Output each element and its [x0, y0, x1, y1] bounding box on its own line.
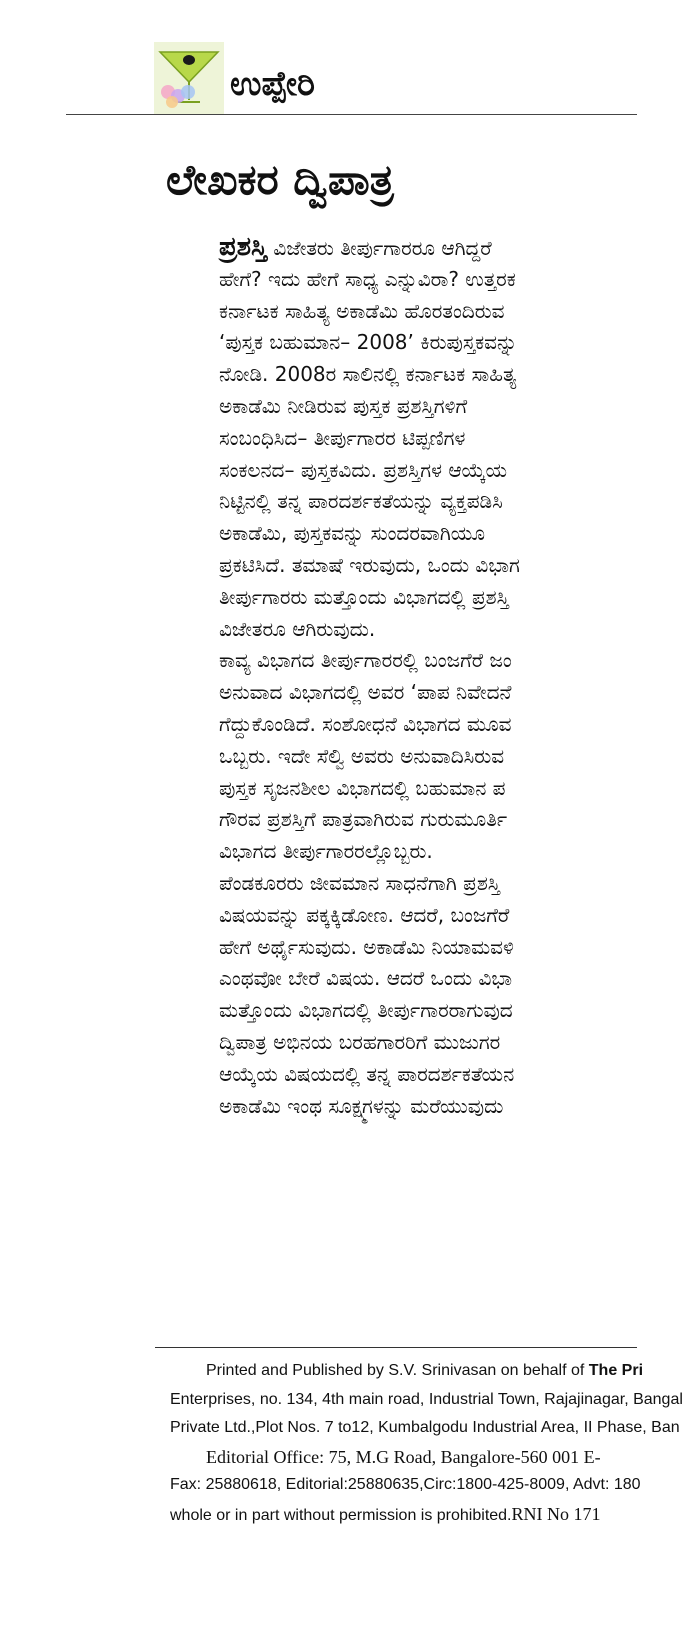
cocktail-glass-icon — [154, 42, 224, 114]
article-line: ಮತ್ತೊಂದು ವಿಭಾಗದಲ್ಲಿ ತೀರ್ಪುಗಾರರಾಗುವುದ — [219, 998, 513, 1023]
article-line: ಹೇಗೆ ಅರ್ಥೈಸುವುದು. ಅಕಾಡೆಮಿ ನಿಯಾಮವಳಿ — [219, 934, 514, 959]
header-divider — [66, 114, 637, 115]
imprint-line: Fax: 25880618, Editorial:25880635,Circ:1800-425-8009, Advt: 180 — [170, 1476, 641, 1493]
article-title: ಲೇಖಕರ ದ್ವಿಪಾತ್ರ — [166, 155, 394, 204]
article-line: ದ್ವಿಪಾತ್ರ ಅಭಿನಯ ಬರಹಗಾರರಿಗೆ ಮುಜುಗರ — [219, 1029, 501, 1054]
article-line: ಅಕಾಡೆಮಿ ಇಂಥ ಸೂಕ್ಷ್ಮಗಳನ್ನು ಮರೆಯುವುದು — [219, 1093, 504, 1118]
article-line: ಗೌರವ ಪ್ರಶಸ್ತಿಗೆ ಪಾತ್ರವಾಗಿರುವ ಗುರುಮೂರ್ತಿ — [219, 807, 508, 832]
article-line: ಅಕಾಡೆಮಿ, ಪುಸ್ತಕವನ್ನು ಸುಂದರವಾಗಿಯೂ — [219, 521, 485, 546]
article-line: ‘ಪುಸ್ತಕ ಬಹುಮಾನ– 2008’ ಕಿರುಪುಸ್ತಕವನ್ನು — [219, 330, 518, 355]
imprint-line: Printed and Published by S.V. Srinivasan on behalf of The Pri — [206, 1362, 644, 1379]
article-line: ನಿಟ್ಟಿನಲ್ಲಿ ತನ್ನ ಪಾರದರ್ಶಕತೆಯನ್ನು ವ್ಯಕ್ತಪಡಿಸಿ — [219, 489, 503, 514]
section-name: ಉಪ್ಪೇರಿ — [230, 64, 315, 104]
article-line: ಎಂಥವೋ ಬೇರೆ ವಿಷಯ. ಆದರೆ ಒಂದು ವಿಭಾ — [219, 966, 513, 991]
article-line: ಕರ್ನಾಟಕ ಸಾಹಿತ್ಯ ಅಕಾಡೆಮಿ ಹೊರತಂದಿರುವ — [219, 298, 505, 323]
article-line: ಅಕಾಡೆಮಿ ನೀಡಿರುವ ಪುಸ್ತಕ ಪ್ರಶಸ್ತಿಗಳಿಗೆ — [219, 393, 468, 418]
article-line: ವಿಭಾಗದ ತೀರ್ಪುಗಾರರಲ್ಲೊಬ್ಬರು. — [219, 839, 433, 864]
footer-divider — [155, 1347, 637, 1348]
article-line: ನೋಡಿ. 2008ರ ಸಾಲಿನಲ್ಲಿ ಕರ್ನಾಟಕ ಸಾಹಿತ್ಯ — [219, 362, 517, 387]
article-line: ವಿಜೇತರೂ ಆಗಿರುವುದು. — [219, 616, 376, 641]
article-line: ಸಂಬಂಧಿಸಿದ– ತೀರ್ಪುಗಾರರ ಟಿಪ್ಪಣಿಗಳ — [219, 425, 466, 450]
article-line: ಅನುವಾದ ವಿಭಾಗದಲ್ಲಿ ಅವರ ‘ಪಾಪ ನಿವೇದನೆ — [219, 680, 512, 705]
article-line: ಪ್ರಕಟಿಸಿದೆ. ತಮಾಷೆ ಇರುವುದು, ಒಂದು ವಿಭಾಗ — [219, 552, 520, 577]
imprint-line: Editorial Office: 75, M.G Road, Bangalore-560 001 E- — [206, 1446, 601, 1467]
article-line: ಪೆಂಡಕೂರರು ಜೀವಮಾನ ಸಾಧನೆಗಾಗಿ ಪ್ರಶಸ್ತಿ — [219, 870, 501, 895]
imprint-line: Private Ltd.,Plot Nos. 7 to12, Kumbalgodu Industrial Area, II Phase, Ban — [170, 1419, 680, 1436]
article-line: ಆಯ್ಕೆಯ ವಿಷಯದಲ್ಲಿ ತನ್ನ ಪಾರದರ್ಶಕತೆಯನ — [219, 1061, 515, 1086]
imprint-line: Enterprises, no. 134, 4th main road, Industrial Town, Rajajinagar, Bangal — [170, 1390, 683, 1408]
article-line: ಸಂಕಲನದ– ಪುಸ್ತಕವಿದು. ಪ್ರಶಸ್ತಿಗಳ ಆಯ್ಕೆಯ — [219, 457, 508, 482]
article-line: ಕಾವ್ಯ ವಿಭಾಗದ ತೀರ್ಪುಗಾರರಲ್ಲಿ ಬಂಜಗೆರೆ ಜಂ — [219, 648, 512, 673]
imprint-footer — [170, 1357, 683, 1528]
article-body — [219, 232, 637, 1122]
article-line: ಒಬ್ಬರು. ಇದೇ ಸೆಲ್ವಿ ಅವರು ಅನುವಾದಿಸಿರುವ — [219, 743, 505, 768]
article-line: ವಿಷಯವನ್ನು ಪಕ್ಕಕ್ಕಿಡೋಣ. ಆದರೆ, ಬಂಜಗೆರೆ — [219, 902, 510, 927]
article-line: ಹೇಗೆ? ಇದು ಹೇಗೆ ಸಾಧ್ಯ ಎನ್ನುವಿರಾ? ಉತ್ತರಕ — [219, 266, 516, 291]
article-line: ಗೆದ್ದುಕೊಂಡಿದೆ. ಸಂಶೋಧನೆ ವಿಭಾಗದ ಮೂವ — [219, 711, 512, 736]
page-header — [0, 0, 637, 118]
article-line: ತೀರ್ಪುಗಾರರು ಮತ್ತೊಂದು ವಿಭಾಗದಲ್ಲಿ ಪ್ರಶಸ್ತಿ — [219, 584, 509, 609]
article-line: ಪುಸ್ತಕ ಸೃಜನಶೀಲ ವಿಭಾಗದಲ್ಲಿ ಬಹುಮಾನ ಪ — [219, 775, 506, 800]
imprint-line: whole or in part without permission is prohibited.RNI No 171 — [170, 1503, 601, 1524]
drop-word: ಪ್ರಶಸ್ತಿ — [219, 232, 268, 262]
article-line: ಪ್ರಶಸ್ತಿ ವಿಜೇತರು ತೀರ್ಪುಗಾರರೂ ಆಗಿದ್ದರೆ — [219, 232, 492, 262]
